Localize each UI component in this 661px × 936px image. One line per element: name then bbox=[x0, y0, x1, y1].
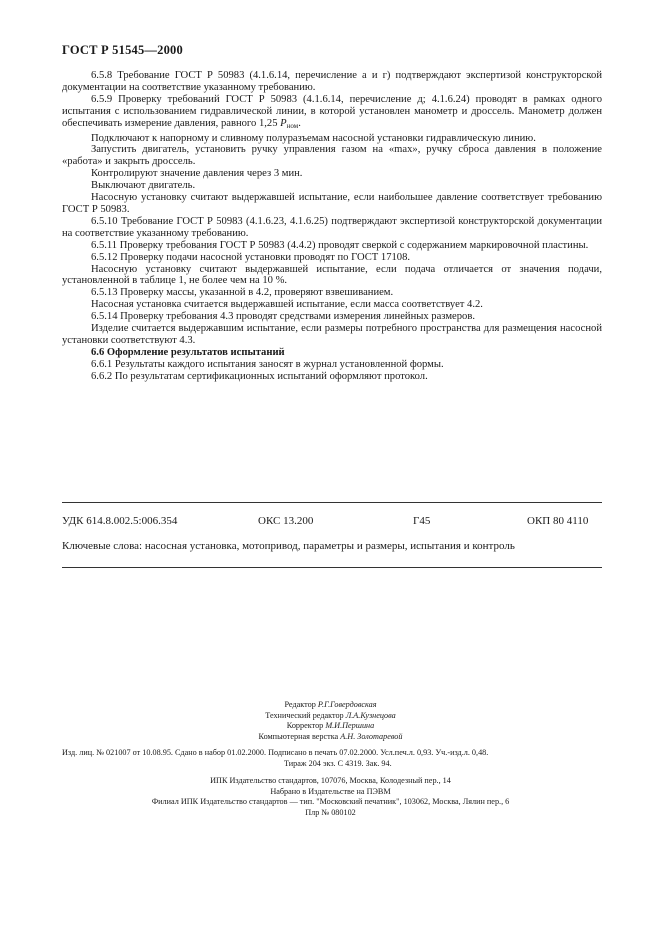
paragraph: 6.5.12 Проверку подачи насосной установки проводят по ГОСТ 17108. bbox=[91, 251, 411, 263]
paragraph: 6.6.1 Результаты каждого испытания заносят в журнал установленной формы. bbox=[91, 358, 444, 370]
udk-code: УДК 614.8.002.5:006.354 bbox=[62, 515, 178, 527]
group-code: Г45 bbox=[413, 515, 431, 527]
credit-editor: Редактор Р.Г.Говердовская bbox=[284, 700, 377, 709]
paragraph: 6.6.2 По результатам сертификационных испытаний оформляют протокол. bbox=[91, 370, 428, 382]
credit-proofreader: Корректор М.И.Першина bbox=[286, 721, 375, 731]
divider-bottom bbox=[62, 567, 602, 568]
credit-tech-editor: Технический редактор Л.А.Кузнецова bbox=[265, 710, 396, 720]
paragraph: Подключают к напорному и сливному полуразъемам насосной установки гидравлическую линию. bbox=[91, 132, 536, 144]
imprint-line: Плр № 080102 bbox=[305, 807, 356, 817]
pressure-subscript: ном bbox=[286, 121, 299, 130]
credit-layout: Компьютерная верстка А.Н. Золотаревой bbox=[258, 731, 403, 741]
body-text bbox=[62, 70, 602, 383]
imprint-line: Филиал ИПК Издательство стандартов — тип. "Московский печатник", 103062, Москва, Лялин пер., 6 bbox=[151, 797, 510, 807]
pressure-symbol: P bbox=[280, 117, 287, 129]
oks-code: ОКС 13.200 bbox=[258, 515, 314, 527]
paragraph: 6.5.13 Проверку массы, указанной в 4.2, проверяют взвешиванием. bbox=[91, 287, 394, 299]
paragraph: 6.5.8 Требование ГОСТ Р 50983 (4.1.6.14, перечисление а и г) подтверждают экспертизой конструкторской документации на соответствие указанному требованию. bbox=[62, 70, 602, 93]
publication-info bbox=[62, 748, 602, 769]
credits bbox=[0, 700, 661, 742]
section-heading: 6.6 Оформление результатов испытаний bbox=[91, 346, 285, 358]
imprint bbox=[0, 776, 661, 818]
paragraph: Выключают двигатель. bbox=[91, 180, 196, 192]
paragraph: Насосная установка считается выдержавшей испытание, если масса соответствует 4.2. bbox=[91, 299, 483, 311]
divider-top bbox=[62, 502, 602, 503]
publication-line: Изд. лиц. № 021007 от 10.08.95. Сдано в набор 01.02.2000. Подписано в печать 07.02.2000. Усл.печ.л. 0,93. Уч.-изд.л. 0,48. bbox=[62, 748, 489, 757]
paragraph: Контролируют значение давления через 3 мин. bbox=[91, 168, 303, 180]
keywords: Ключевые слова: насосная установка, мотопривод, параметры и размеры, испытания и контроль bbox=[62, 540, 515, 552]
paragraph: 6.5.11 Проверку требования ГОСТ Р 50983 (4.4.2) проводят сверкой с содержанием маркировочной пластины. bbox=[91, 239, 589, 251]
paragraph: Изделие считается выдержавшим испытание, если размеры потребного пространства для размещения насосной установки соответствуют 4.3. bbox=[62, 323, 602, 346]
paragraph: 6.5.14 Проверку требования 4.3 проводят средствами измерения линейных размеров. bbox=[91, 311, 475, 323]
okp-code: ОКП 80 4110 bbox=[527, 515, 589, 527]
paragraph: 6.5.10 Требование ГОСТ Р 50983 (4.1.6.23, 4.1.6.25) подтверждают экспертизой конструкторской документации на соответствие указанному требованию. bbox=[62, 215, 602, 239]
paragraph: Насосную установку считают выдержавшей испытание, если наибольшее давление соответствует требованию ГОСТ Р 50983. bbox=[62, 192, 602, 215]
imprint-line: Набрано в Издательстве на ПЭВМ bbox=[270, 786, 391, 796]
imprint-line: ИПК Издательство стандартов, 107076, Москва, Колодезный пер., 14 bbox=[210, 776, 451, 785]
publication-line: Тираж 204 экз. С 4319. Зак. 94. bbox=[284, 758, 392, 768]
paragraph: Насосную установку считают выдержавшей испытание, если подача отличается от значения подачи, установленной в таблице 1, не более чем на 10 %. bbox=[62, 263, 602, 287]
paragraph: 6.5.9 Проверку требований ГОСТ Р 50983 (4.1.6.14, перечисление д; 4.1.6.24) проводят в рамках одного испытания с использованием гидравлической линии, в которой установлен манометр и дроссель. Манометр должен обеспечивать измерение давления, равного 1,25 $P_{ном}$. bbox=[62, 93, 602, 130]
paragraph: Запустить двигатель, установить ручку управления газом на «max», ручку сброса давления в положение «работа» и закрыть дроссель. bbox=[62, 144, 602, 168]
document-header: ГОСТ Р 51545—2000 bbox=[62, 43, 183, 57]
